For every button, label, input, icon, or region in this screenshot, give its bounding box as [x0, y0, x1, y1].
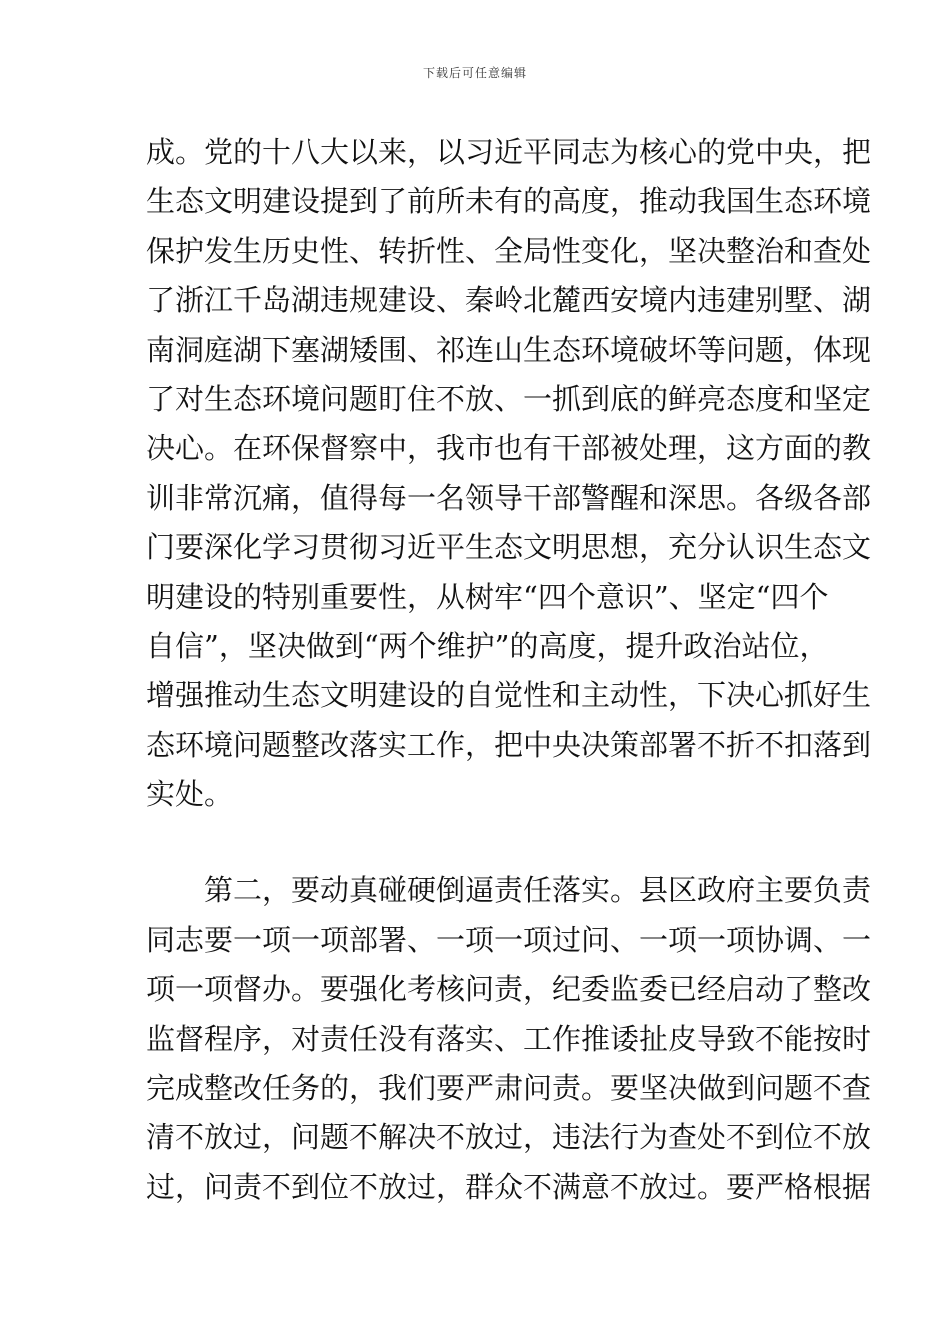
text-line: 第二，要动真碰硬倒逼责任落实。县区政府主要负责 — [204, 873, 872, 908]
text-line: 态环境问题整改落实工作，把中央决策部署不折不扣落到 — [146, 727, 872, 762]
paragraph-gap — [146, 819, 808, 866]
text-line: 生态文明建设提到了前所未有的高度，推动我国生态环境 — [146, 184, 872, 219]
text-line: 清不放过，问题不解决不放过，违法行为查处不到位不放 — [146, 1120, 872, 1155]
text-line: 实处。 — [146, 777, 234, 812]
text-line: 项一项督办。要强化考核问责，纪委监委已经启动了整改 — [146, 972, 872, 1007]
text-line: 增强推动生态文明建设的自觉性和主动性，下决心抓好生 — [146, 678, 872, 713]
paragraph — [146, 866, 872, 1212]
text-line: 过，问责不到位不放过，群众不满意不放过。要严格根据 — [146, 1169, 872, 1204]
document-body — [146, 128, 872, 1212]
text-line: 同志要一项一项部署、一项一项过问、一项一项协调、一 — [146, 922, 872, 957]
text-line: 完成整改任务的，我们要严肃问责。要坚决做到问题不查 — [146, 1071, 872, 1106]
text-line: 了对生态环境问题盯住不放、一抓到底的鲜亮态度和坚定 — [146, 381, 872, 416]
text-line: 保护发生历史性、转折性、全局性变化，坚决整治和查处 — [146, 233, 872, 268]
text-line: 成。党的十八大以来，以习近平同志为核心的党中央，把 — [146, 135, 872, 169]
text-line: 明建设的特别重要性，从树牢“四个意识”、坚定“四个 — [146, 579, 829, 614]
text-line: 监督程序，对责任没有落实、工作推诿扯皮导致不能按时 — [146, 1021, 872, 1056]
page-header-note: 下载后可任意编辑 — [422, 66, 527, 80]
text-line: 决心。在环保督察中，我市也有干部被处理，这方面的教 — [146, 431, 872, 466]
text-line: 南洞庭湖下塞湖矮围、祁连山生态环境破坏等问题，体现 — [146, 332, 872, 367]
text-line: 训非常沉痛，值得每一名领导干部警醒和深思。各级各部 — [146, 480, 872, 515]
text-line: 了浙江千岛湖违规建设、秦岭北麓西安境内违建别墅、湖 — [146, 283, 872, 318]
paragraph — [146, 128, 872, 819]
text-line: 门要深化学习贯彻习近平生态文明思想，充分认识生态文 — [146, 530, 872, 565]
text-line: 自信”，坚决做到“两个维护”的高度，提升政治站位， — [146, 628, 829, 663]
